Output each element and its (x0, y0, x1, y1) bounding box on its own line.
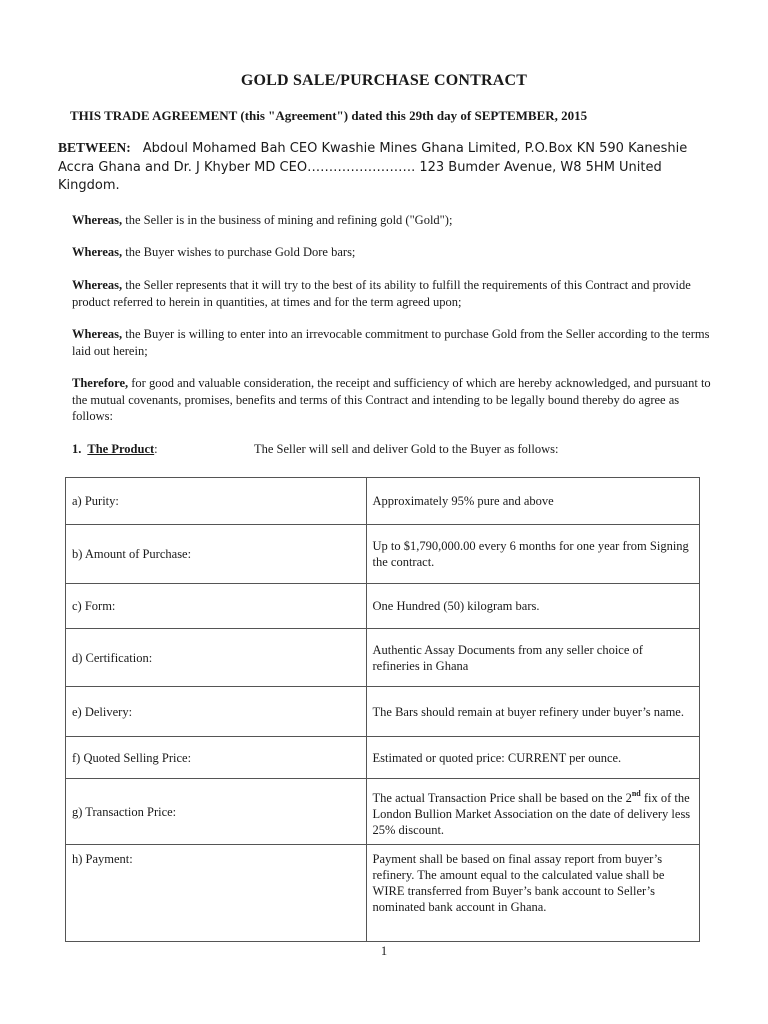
page-number: 1 (380, 944, 388, 958)
term-value: One Hundred (50) kilogram bars. (366, 584, 699, 629)
section-colon: : (154, 442, 158, 456)
term-value-text: fix of the London Bullion Market Association on the date of delivery less 25% discount. (372, 790, 691, 837)
recital-buyer-commitment (72, 326, 712, 359)
term-value: Estimated or quoted price: CURRENT per ounce. (366, 737, 699, 779)
recital-text: the Seller represents that it will try to the best of its ability to fulfill the requirements of this Contract and provide product referred to herein in quantities, at times and for the term agreed upon; (72, 278, 691, 309)
table-row (66, 737, 700, 779)
term-value: Up to $1,790,000.00 every 6 months for one year from Signing the contract. (366, 525, 699, 584)
product-terms-table (65, 477, 700, 942)
parties-text: Abdoul Mohamed Bah CEO Kwashie Mines Ghana Limited, P.O.Box KN 590 Kaneshie Accra Ghana and Dr. J Khyber MD CEO……………………. 123 Bumder Avenue, W8 5HM United Kingdom. (58, 141, 688, 193)
term-value: Approximately 95% pure and above (366, 478, 699, 525)
recital-lead: Therefore, (72, 376, 129, 390)
term-value-text: The actual Transaction Price shall be based on the 2 (372, 790, 632, 805)
term-value: The Bars should remain at buyer refinery under buyer’s name. (366, 687, 699, 737)
term-label: f) Quoted Selling Price: (66, 737, 367, 779)
recital-lead: Whereas, (72, 213, 123, 227)
table-row (66, 525, 700, 584)
document-title: GOLD SALE/PURCHASE CONTRACT (240, 72, 528, 89)
term-value (366, 779, 699, 845)
term-value: Payment shall be based on final assay report from buyer’s refinery. The amount equal to the calculated value shall be WIRE transferred from Buyer’s bank account to Seller’s nominated bank account in Ghana. (366, 845, 699, 942)
term-label: e) Delivery: (66, 687, 367, 737)
term-label: g) Transaction Price: (66, 779, 367, 845)
recital-buyer-wishes (72, 244, 712, 261)
recital-text: the Seller is in the business of mining and refining gold ("Gold"); (122, 213, 453, 227)
table-row (66, 478, 700, 525)
table-row (66, 845, 700, 942)
table-row (66, 779, 700, 845)
recital-text: for good and valuable consideration, the receipt and sufficiency of which are hereby acknowledged, and pursuant to the mutual covenants, promises, benefits and terms of this Contract and intending to be legally bound thereby do agree as follows: (72, 376, 711, 423)
recital-text: the Buyer wishes to purchase Gold Dore bars; (122, 245, 356, 259)
recital-text: the Buyer is willing to enter into an irrevocable commitment to purchase Gold from the Seller according to the terms laid out herein; (72, 327, 710, 358)
therefore-clause (72, 375, 712, 425)
table-row (66, 687, 700, 737)
section-number: 1. (72, 442, 82, 456)
recital-lead: Whereas, (72, 327, 123, 341)
parties-paragraph (58, 139, 708, 196)
term-label: b) Amount of Purchase: (66, 525, 367, 584)
section-heading-product (72, 442, 712, 457)
term-label: h) Payment: (66, 845, 367, 942)
table-row (66, 584, 700, 629)
section-description: The Seller will sell and deliver Gold to the Buyer as follows: (254, 442, 559, 456)
agreement-line: THIS TRADE AGREEMENT (this "Agreement") dated this 29th day of SEPTEMBER, 2015 (70, 108, 588, 123)
recital-lead: Whereas, (72, 245, 123, 259)
term-label: a) Purity: (66, 478, 367, 525)
section-title: The Product (87, 442, 155, 456)
between-label: BETWEEN: (58, 140, 131, 155)
table-row (66, 629, 700, 687)
ordinal-suffix: nd (631, 788, 641, 798)
term-label: c) Form: (66, 584, 367, 629)
term-value: Authentic Assay Documents from any seller choice of refineries in Ghana (366, 629, 699, 687)
term-label: d) Certification: (66, 629, 367, 687)
recital-lead: Whereas, (72, 278, 123, 292)
recital-seller-business (72, 212, 712, 229)
recital-seller-represents (72, 277, 712, 310)
